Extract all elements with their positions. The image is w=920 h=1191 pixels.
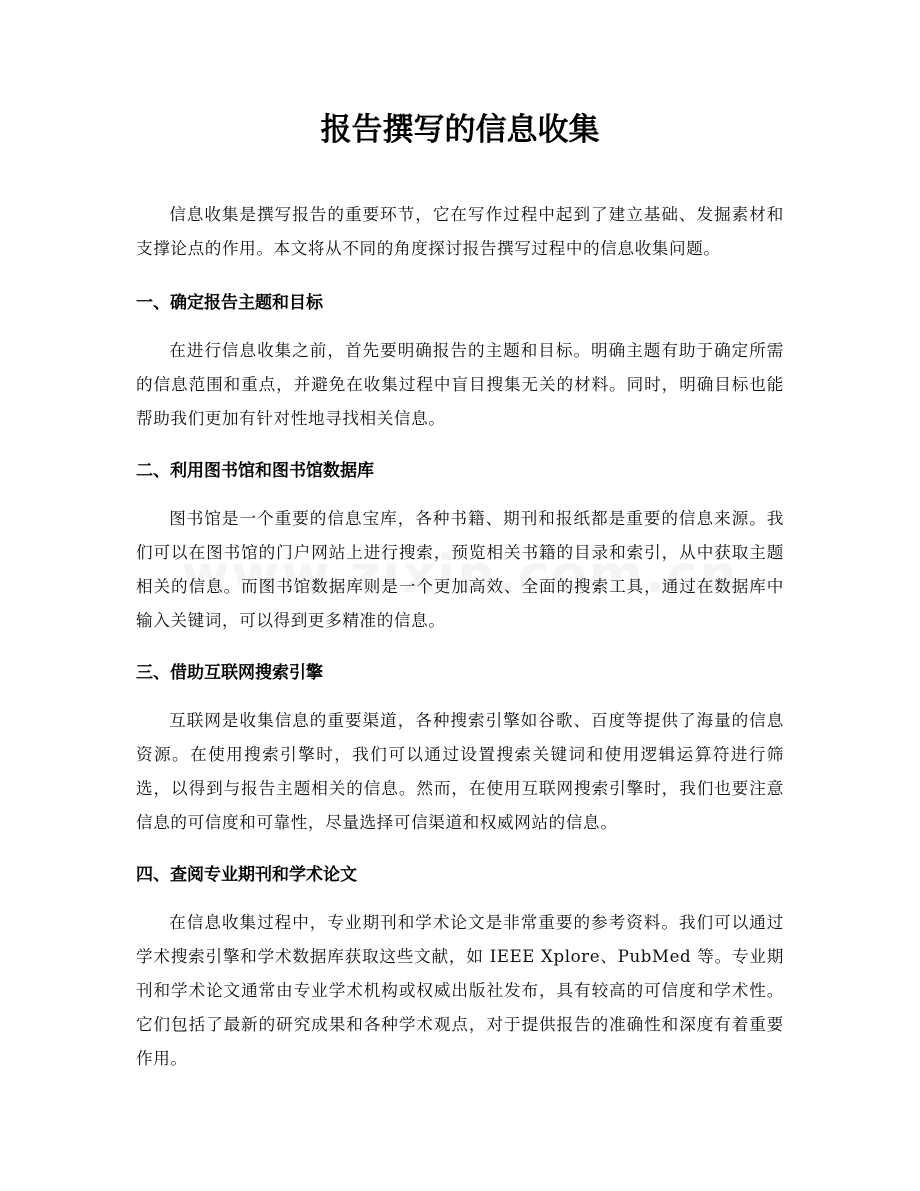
section-1-body: 在进行信息收集之前，首先要明确报告的主题和目标。明确主题有助于确定所需的信息范围和重点，并避免在收集过程中盲目搜集无关的材料。同时，明确目标也能帮助我们更加有针对性地寻找相关信息。	[136, 341, 784, 428]
intro-paragraph: 信息收集是撰写报告的重要环节，它在写作过程中起到了建立基础、发掘素材和支撑论点的作用。本文将从不同的角度探讨报告撰写过程中的信息收集问题。	[136, 205, 784, 258]
section-2-body: 图书馆是一个重要的信息宝库，各种书籍、期刊和报纸都是重要的信息来源。我们可以在图书馆的门户网站上进行搜索，预览相关书籍的目录和索引，从中获取主题相关的信息。而图书馆数据库则是一个更加高效、全面的搜索工具，通过在数据库中输入关键词，可以得到更多精准的信息。	[136, 509, 784, 630]
section-4-body: 在信息收集过程中，专业期刊和学术论文是非常重要的参考资料。我们可以通过学术搜索引擎和学术数据库获取这些文献，如 IEEE Xplore、PubMed 等。专业期刊和学术论文通常由专业学术机构或权威出版社发布，具有较高的可信度和学术性。它们包括了最新的研究成果和各种学术观点，对于提供报告的准确性和深度有着重要作用。	[136, 913, 784, 1068]
document-title: 报告撰写的信息收集	[320, 112, 600, 148]
section-3-body: 互联网是收集信息的重要渠道，各种搜索引擎如谷歌、百度等提供了海量的信息资源。在使用搜索引擎时，我们可以通过设置搜索关键词和使用逻辑运算符进行筛选，以得到与报告主题相关的信息。然而，在使用互联网搜索引擎时，我们也要注意信息的可信度和可靠性，尽量选择可信渠道和权威网站的信息。	[136, 711, 784, 832]
section-1-heading: 一、确定报告主题和目标	[136, 293, 323, 313]
section-2-heading: 二、利用图书馆和图书馆数据库	[136, 461, 374, 481]
section-4-heading: 四、查阅专业期刊和学术论文	[136, 865, 357, 885]
section-3-heading: 三、借助互联网搜索引擎	[136, 663, 323, 683]
